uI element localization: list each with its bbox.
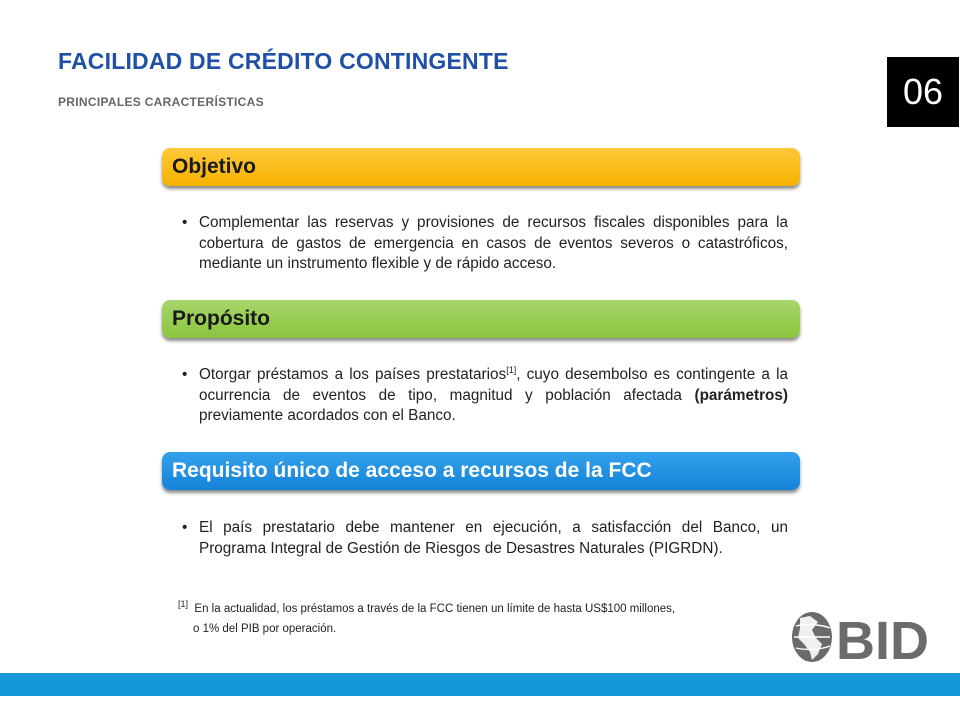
page-title: FACILIDAD DE CRÉDITO CONTINGENTE <box>58 48 509 74</box>
bottom-accent-bar <box>0 673 960 696</box>
proposito-text-middle: , cuyo desembolso es contingente a la ocurrencia de eventos de tipo, magnitud y población afectada <box>199 366 788 404</box>
footnote <box>178 599 675 639</box>
section-body-proposito <box>182 365 788 427</box>
footnote-marker: [1] <box>178 599 189 610</box>
section-body-objetivo <box>182 213 788 275</box>
section-header-objetivo <box>162 148 800 186</box>
section-heading-requisito: Requisito único de acceso a recursos de la FCC <box>172 459 652 482</box>
page-number: 06 <box>887 57 959 127</box>
globe-americas-icon <box>790 608 938 666</box>
section-heading-objetivo: Objetivo <box>172 155 257 178</box>
objetivo-text: Complementar las reservas y provisiones de recursos fiscales disponibles para la cobertura de gastos de emergencia en casos de eventos severos o catastróficos, mediante un instrumento flexible y de rápido acceso. <box>199 214 788 272</box>
footnote-line-2: o 1% del PIB por operación. <box>193 623 337 635</box>
footnote-reference: [1] <box>506 364 517 375</box>
section-body-requisito <box>182 518 788 559</box>
bullet: • <box>182 214 188 231</box>
section-header-requisito <box>162 452 800 490</box>
logo-text: BID <box>836 611 929 666</box>
proposito-text-start: Otorgar préstamos a los países prestatarios <box>199 366 507 383</box>
proposito-bold-term: (parámetros) <box>694 386 788 404</box>
section-heading-proposito: Propósito <box>172 307 270 330</box>
section-header-proposito <box>162 300 800 338</box>
footnote-line-1: En la actualidad, los préstamos a través de la FCC tienen un límite de hasta US$100 millones, <box>194 603 676 615</box>
proposito-text-end: previamente acordados con el Banco. <box>199 407 456 424</box>
bid-logo <box>790 608 938 666</box>
page-subtitle: PRINCIPALES CARACTERÍSTICAS <box>58 95 264 109</box>
bullet: • <box>182 366 188 383</box>
requisito-text: El país prestatario debe mantener en ejecución, a satisfacción del Banco, un Programa Integral de Gestión de Riesgos de Desastres Naturales (PIGRDN). <box>199 519 788 557</box>
bullet: • <box>182 519 188 536</box>
